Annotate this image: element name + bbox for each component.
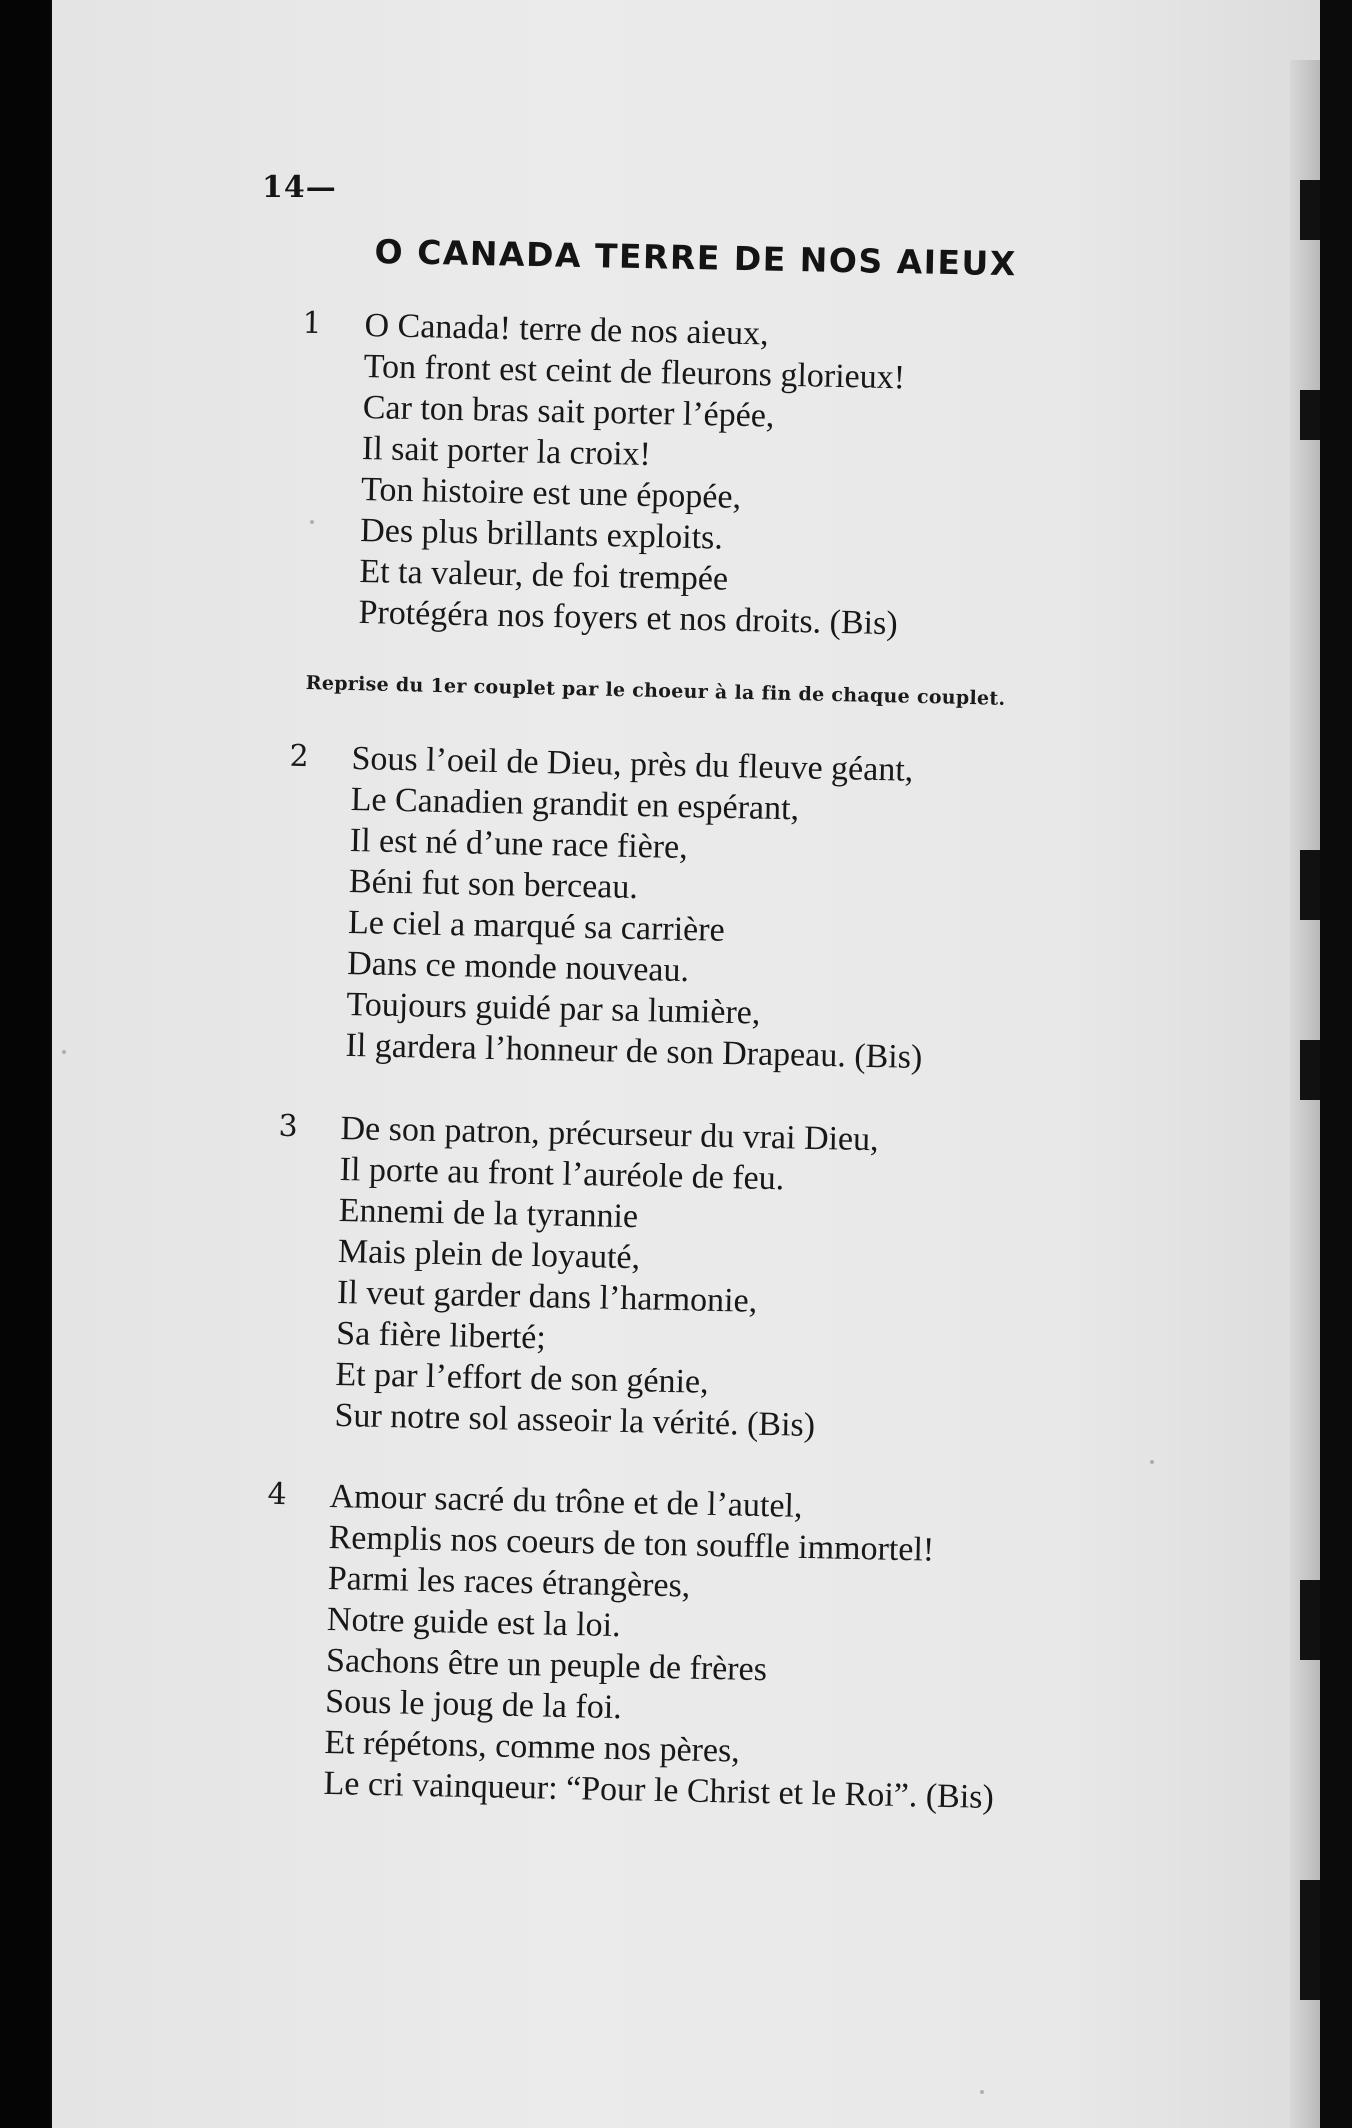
verse-line: Il veut garder dans l’harmonie,: [336, 1273, 758, 1320]
verse-line: Amour sacré du trône et de l’autel,: [329, 1477, 803, 1525]
verse-line: De son patron, précurseur du vrai Dieu,: [340, 1109, 879, 1159]
torn-edge-mark: [1300, 180, 1320, 240]
verse-line: O Canada! terre de nos aieux,: [364, 306, 769, 353]
verse-line: Et répétons, comme nos pères,: [324, 1723, 741, 1770]
verse-line: Le ciel a marqué sa carrière: [347, 903, 726, 949]
verse-3: [278, 1108, 879, 1447]
verse-1: [302, 305, 906, 644]
verse-line: Dans ce monde nouveau.: [346, 944, 690, 990]
verse-line: Parmi les races étrangères,: [327, 1559, 691, 1605]
verse-line: Ennemi de la tyrannie: [338, 1191, 639, 1236]
verse-number: 2: [289, 738, 310, 775]
verse-line: Toujours guidé par sa lumière,: [346, 985, 761, 1032]
verse-number: 3: [278, 1108, 299, 1145]
verse-lines: [334, 1108, 879, 1447]
song-title: O CANADA TERRE DE NOS AIEUX: [374, 232, 1018, 284]
torn-edge-mark: [1300, 850, 1320, 920]
verse-line: Ton histoire est une épopée,: [360, 470, 742, 516]
torn-edge-mark: [1300, 390, 1320, 440]
verse-line: Mais plein de loyauté,: [337, 1232, 641, 1277]
verse-line: Il est né d’une race fière,: [349, 821, 689, 867]
verse-number: 4: [267, 1476, 288, 1513]
paper-speck: [310, 520, 314, 524]
verse-number: 1: [302, 305, 323, 342]
torn-edge-mark: [1300, 1580, 1320, 1660]
torn-edge-mark: [1300, 1040, 1320, 1100]
verse-line: Remplis nos coeurs de ton souffle immortel!: [328, 1518, 935, 1569]
verse-line: Le cri vainqueur: “Pour le Christ et le Roi”. (Bis): [323, 1764, 995, 1816]
verse-line: Il porte au front l’auréole de feu.: [339, 1150, 785, 1198]
verse-4: [267, 1476, 1000, 1818]
verse-lines: [345, 738, 929, 1078]
verse-lines: [323, 1476, 1000, 1818]
verse-line: Sur notre sol asseoir la vérité. (Bis): [334, 1396, 816, 1444]
verse-line: Il sait porter la croix!: [361, 429, 652, 474]
verse-line: Sa fière liberté;: [335, 1314, 547, 1357]
paper-speck: [980, 2090, 984, 2094]
verse-line: Protégéra nos foyers et nos droits. (Bis): [358, 593, 899, 643]
verse-line: Sachons être un peuple de frères: [325, 1641, 768, 1689]
verse-line: Sous le joug de la foi.: [324, 1682, 623, 1727]
verse-line: Il gardera l’honneur de son Drapeau. (Bis): [345, 1026, 923, 1077]
verse-line: Ton front est ceint de fleurons glorieux!: [363, 347, 906, 397]
torn-edge-mark: [1300, 1880, 1320, 2000]
verse-line: Et par l’effort de son génie,: [335, 1355, 709, 1401]
verse-line: Des plus brillants exploits.: [359, 511, 724, 557]
paper-speck: [1150, 1460, 1154, 1464]
paper-speck: [62, 1050, 66, 1054]
verse-line: Car ton bras sait porter l’épée,: [362, 388, 775, 435]
verse-line: Béni fut son berceau.: [348, 862, 639, 907]
verse-line: Notre guide est la loi.: [326, 1600, 621, 1645]
verse-lines: [358, 305, 906, 644]
scan-left-edge: [0, 0, 50, 2128]
verse-2: [289, 738, 929, 1078]
refrain-note: Reprise du 1er couplet par le choeur à la fin de chaque couplet.: [305, 672, 1006, 710]
verse-line: Sous l’oeil de Dieu, près du fleuve géant,: [351, 739, 914, 789]
verse-line: Le Canadien grandit en espérant,: [350, 780, 800, 828]
verse-line: Et ta valeur, de foi trempée: [359, 552, 729, 598]
page-number: 14—: [262, 170, 337, 205]
